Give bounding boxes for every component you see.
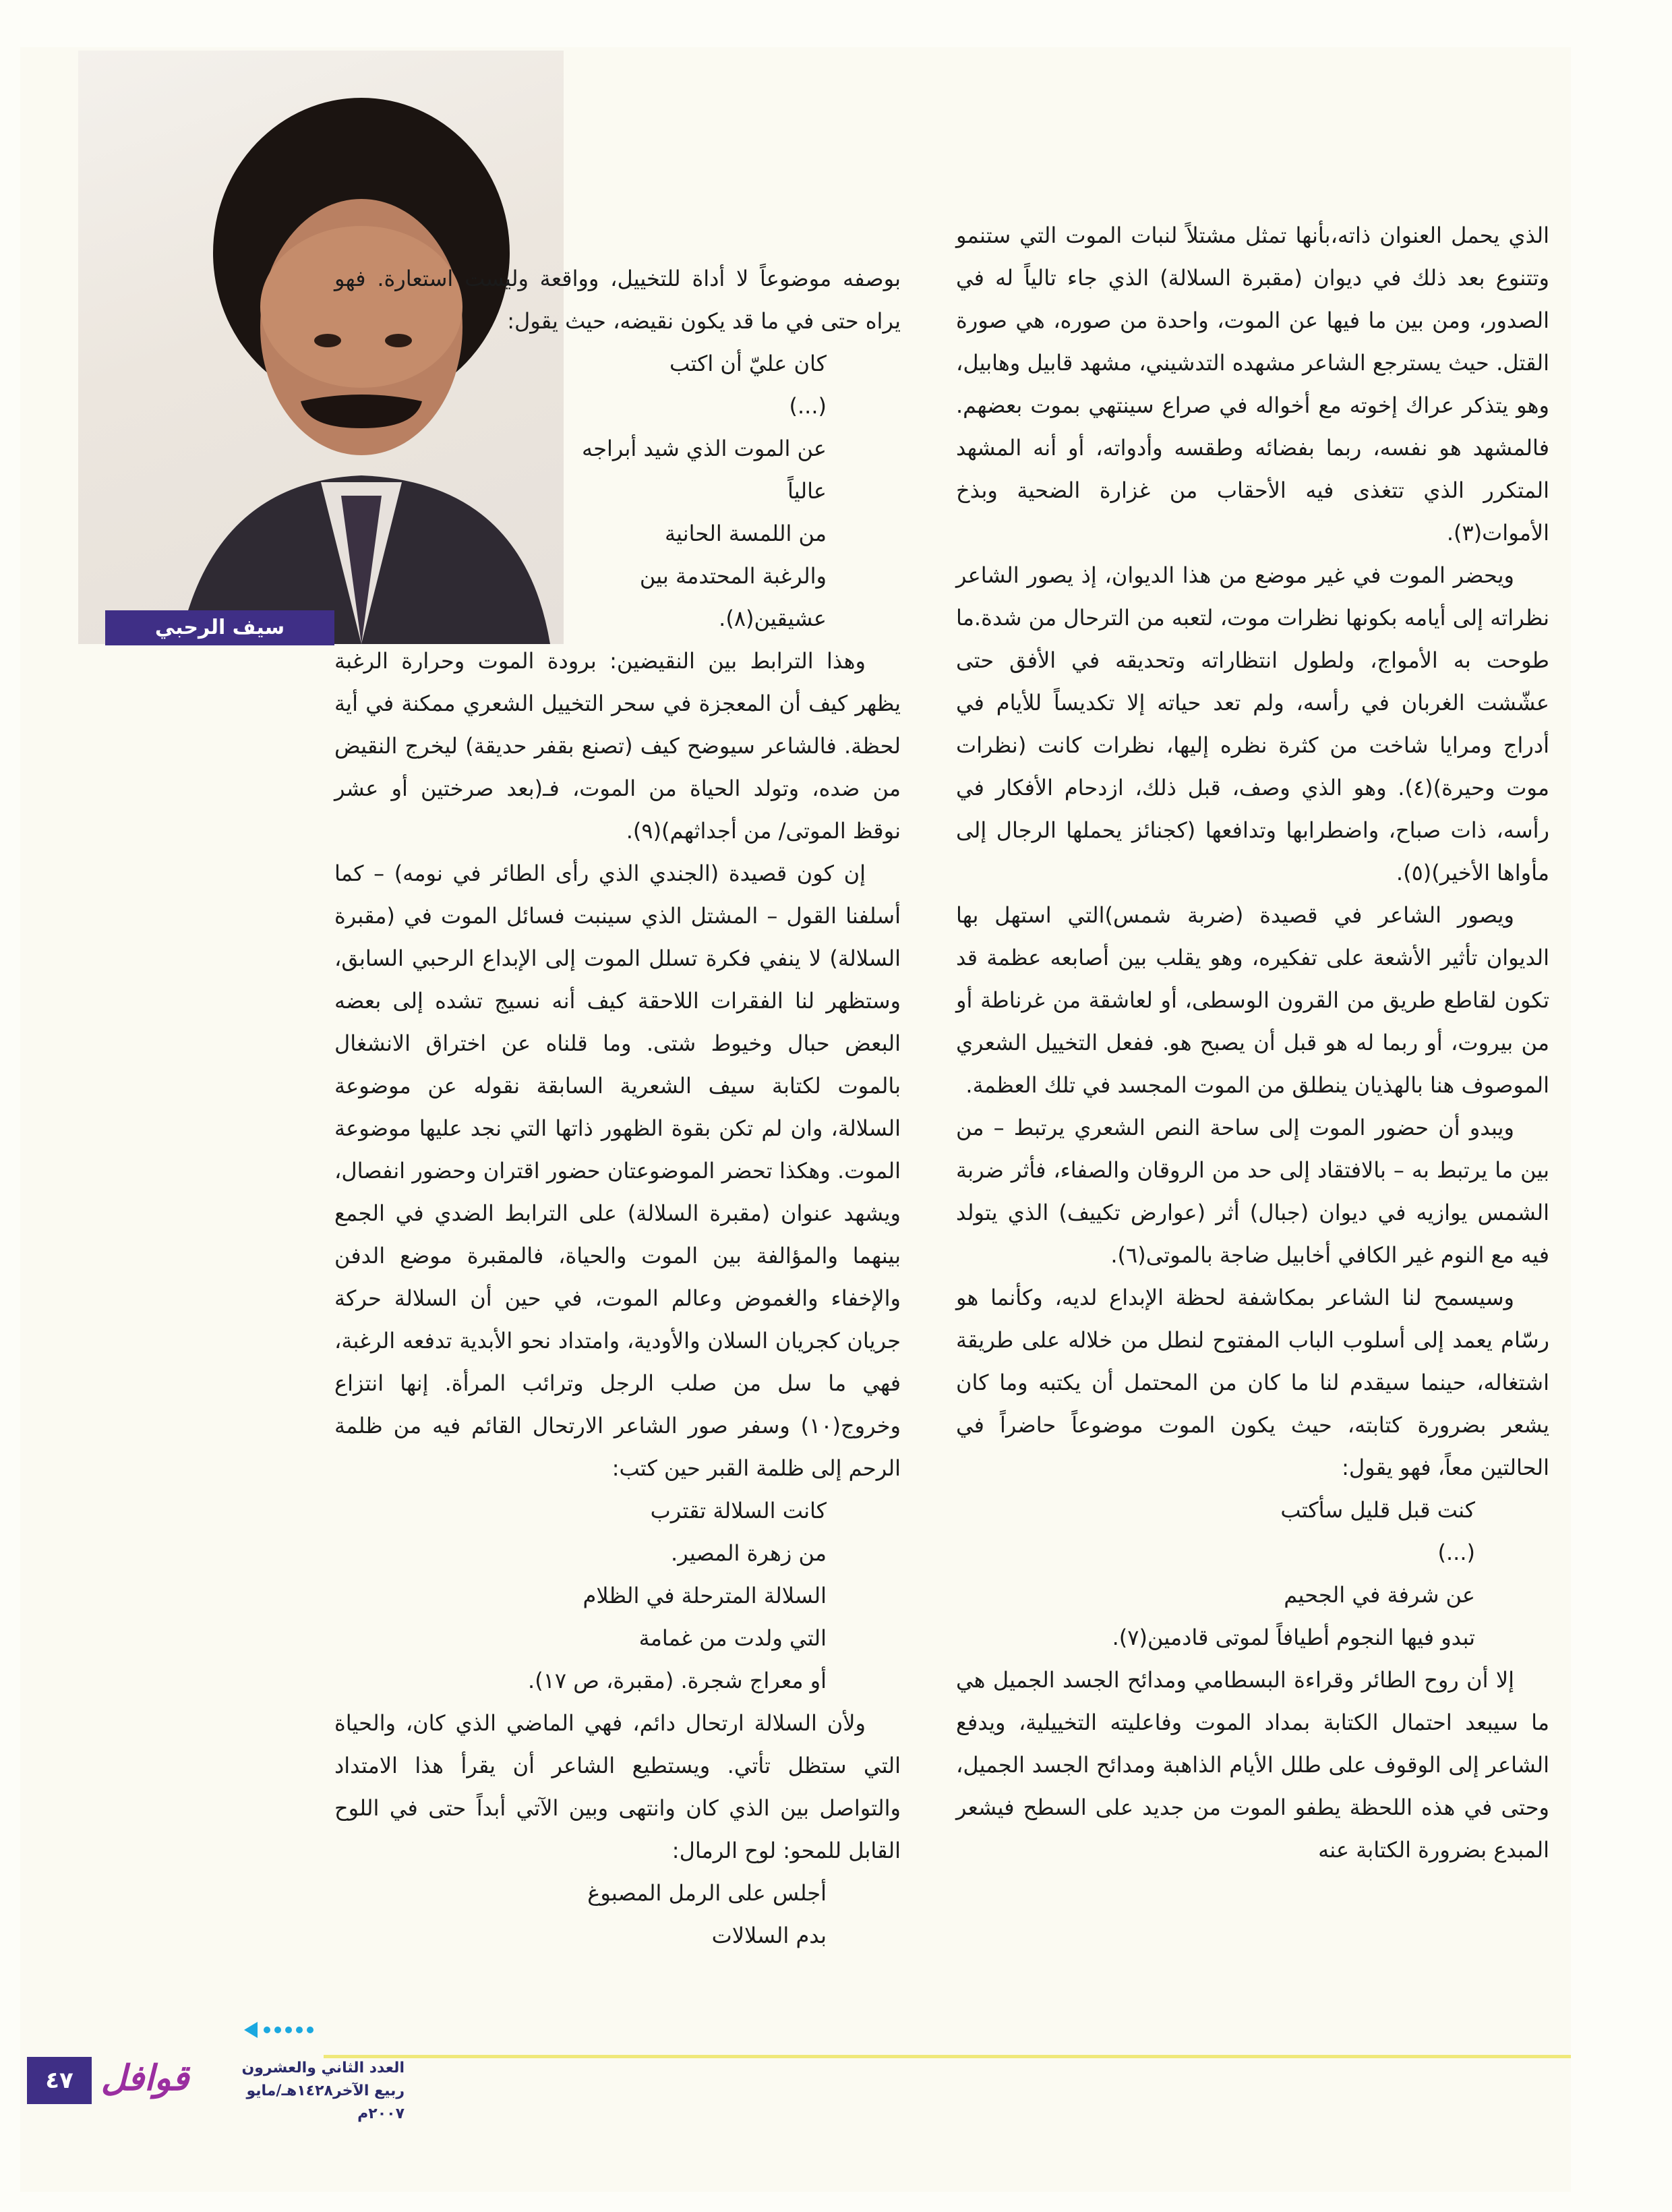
page-number: ٤٧ — [27, 2057, 92, 2104]
left-top-verse-line: كان عليّ أن اكتب — [669, 351, 827, 376]
issue-number: العدد الثاني والعشرون — [241, 2060, 405, 2076]
left-top-paragraph: بوصفه موضوعاً لا أداة للتخييل، وواقعة وليست استعارة. فهو يراه حتى في ما قد يكون نقيضه، حيث يقول: — [334, 266, 901, 334]
right-column-verse-line: (...) — [1437, 1540, 1475, 1565]
left-column-paragraph: ولأن السلالة ارتحال دائم، فهي الماضي الذي كان، والحياة التي ستظل تأتي. ويستطيع الشاعر أن يقرأ هذا الامتداد والتواصل بين الذي كان وانتهى وبين الآتي أبداً حتى في اللوح القابل للمحو: لوح الرمال: — [334, 1710, 901, 1863]
left-column-verse-line: السلالة المترحلة في الظلام — [583, 1583, 827, 1608]
left-column-paragraph: وهذا الترابط بين النقيضين: برودة الموت وحرارة الرغبة يظهر كيف أن المعجزة في سحر التخييل الشعري ممكنة في أية لحظة. فالشاعر سيوضح كيف (تصنع بقفر حديقة) ليخرج النقيض من ضده، وتولد الحياة من الموت، فـ(بعد صرختين أو عشر نوقظ الموتى/ من أجداثهم)(٩). — [334, 648, 901, 844]
right-column-paragraph: ويحضر الموت في غير موضع من هذا الديوان، إذ يصور الشاعر نظراته إلى أيامه بكونها نظرات موت، لتعبه من الترحال من شدة.ما طوحت به الأمواج، ولطول انتظاراته وتحديقه في الأفق حتى عشّشت الغربان في رأسه، ولم تعد حياته إلا تكديساً للأيام في أدراج ومرايا شاخت من كثرة نظره إليها، نظرات كانت (نظرات موت وحيرة)(٤). وهو الذي وصف، قبل ذلك، ازدحام الأفكار في رأسه، ذات صباح، واضطرابها وتدافعها (كجنائز يحملها الرجال إلى مأواها الأخير)(٥). — [956, 562, 1550, 885]
left-column-verse-line: بدم السلالات — [711, 1923, 827, 1948]
issue-date: ربيع الآخر١٤٢٨هـ/مايو ٢٠٠٧م — [246, 2083, 405, 2122]
right-column-paragraph: إلا أن روح الطائر وقراءة البسطامي ومدائح الجسد الجميل هي ما سيبعد احتمال الكتابة بمداد الموت وفاعليته التخييلية، ويدفع الشاعر إلى الوقوف على طلل الأيام الذاهبة ومدائح الجسد الجميل، وحتى في هذه اللحظة يطفو الموت من جديد على السطح فيشعر المبدع بضرورة الكتابة عنه — [956, 1667, 1549, 1863]
left-column-verse-line: كانت السلالة تقترب — [650, 1498, 827, 1523]
left-top-verse-line: من اللمسة الحانية — [664, 521, 827, 546]
left-column-verse-line: من زهرة المصير. — [671, 1540, 827, 1566]
photo-caption: سيف الرحبي — [105, 610, 334, 645]
page-footer — [27, 2057, 1578, 2138]
continue-arrow-icon — [243, 2016, 324, 2043]
left-column-verse-line: أجلس على الرمل المصبوغ — [587, 1880, 827, 1906]
right-column-paragraph: وسيسمح لنا الشاعر بمكاشفة لحظة الإبداع لديه، وكأنما هو رسّام يعمد إلى أسلوب الباب المفتوح لنطل من خلاله على طريقة اشتغاله، حينما سيقدم لنا ما كان من المحتمل أن يكتبه وما كان يشعر بضرورة كتابته، حيث يكون الموت موضوعاً حاضراً في الحالتين معاً، فهو يقول: — [956, 1285, 1549, 1480]
right-text-column — [956, 214, 1549, 1871]
right-column-paragraph: الذي يحمل العنوان ذاته،بأنها تمثل مشتلاً لنبات الموت التي ستنمو وتتنوع بعد ذلك في ديوان (مقبرة السلالة) الذي جاء تالياً له في الصدور، ومن بين ما فيها عن الموت، واحدة من صوره، هي صورة القتل. حيث يسترجع الشاعر مشهده التدشيني، مشهد قابيل وهابيل، وهو يتذكر عراك إخوته مع أخواله في صراع سينتهي بموت بعضهم. فالمشهد هو نفسه، ربما بفضائه وطقسه وأدواته، أو أنه المشهد المتكرر الذي تتغذى فيه الأحقاب من غزارة الضحية وبذخ الأموات(٣). — [956, 223, 1549, 546]
left-top-verse-line: عشيقين(٨). — [719, 606, 827, 631]
right-column-verse-line: تبدو فيها النجوم أطيافاً لموتى قادمين(٧). — [1112, 1625, 1475, 1650]
left-top-verse-line: عن الموت الذي شيد أبراجه — [582, 436, 827, 461]
right-column-paragraph: ويصور الشاعر في قصيدة (ضربة شمس)التي استهل بها الديوان تأثير الأشعة على تفكيره، وهو يقلب بين أصابعه عظمة قد تكون لقاطع طريق من القرون الوسطى، أو لعاشقة من غرناطة أو من بيروت، أو ربما له هو قبل أن يصبح هو. ففعل التخييل الشعري الموصوف هنا بالهذيان ينطلق من الموت المجسد في تلك العظمة. — [956, 902, 1549, 1098]
issue-info — [202, 2057, 405, 2122]
left-column-verse-line: أو معراج شجرة. (مقبرة، ص ١٧). — [528, 1668, 827, 1693]
right-column-verse-line: كنت قبل قليل سأكتب — [1280, 1497, 1475, 1523]
left-column-top-section — [334, 258, 901, 640]
left-column-verse-line: التي ولدت من غمامة — [638, 1625, 827, 1651]
right-column-verse-line: عن شرفة في الجحيم — [1284, 1582, 1475, 1608]
magazine-logo: قوافل — [100, 2058, 189, 2099]
right-column-paragraph: ويبدو أن حضور الموت إلى ساحة النص الشعري يرتبط – من بين ما يرتبط به – بالافتقاد إلى حد من الروقان والصفاء، فأثر ضربة الشمس يوازيه في ديوان (جبال) أثر (عوارض تكييف) الذي يتولد فيه مع النوم غير الكافي أخابيل ضاجة بالموتى(٦). — [956, 1115, 1549, 1268]
left-column-paragraph: إن كون قصيدة (الجندي الذي رأى الطائر في نومه) – كما أسلفنا القول – المشتل الذي سينبت فسائل الموت في (مقبرة السلالة) لا ينفي فكرة تسلل الموت إلى الإبداع الرحبي السابق، وستظهر لنا الفقرات اللاحقة كيف أنه نسيج تشده إلى بعضه البعض حبال وخيوط شتى. وما قلناه عن اختراق الانشغال بالموت لكتابة سيف الشعرية السابقة نقوله عن موضوعة السلالة، وان لم تكن بقوة الظهور ذاتها التي نجد عليها موضوعة الموت. وهكذا تحضر الموضوعتان حضور اقتران وحضور انفصال، ويشهد عنوان (مقبرة السلالة) على الترابط الضدي في الجمع بينهما والمؤالفة بين الموت والحياة، فالمقبرة موضع الدفن والإخفاء والغموض وعالم الموت، في حين أن السلالة حركة جريان كجريان السلان والأودية، وامتداد نحو الأبدية تدفعه الرغبة، فهي ما سل من صلب الرجل وترائب المرأة. إنها انتزاع وخروج(١٠) وسفر صور الشاعر الارتحال القائم فيه من ظلمة الرحم إلى ظلمة القبر حين كتب: — [334, 861, 901, 1481]
left-text-column — [334, 258, 901, 1957]
left-top-verse-line: عالياً — [787, 478, 827, 504]
left-top-verse-line: والرغبة المحتدمة بين — [639, 563, 827, 589]
left-top-verse-line: (...) — [789, 393, 827, 419]
